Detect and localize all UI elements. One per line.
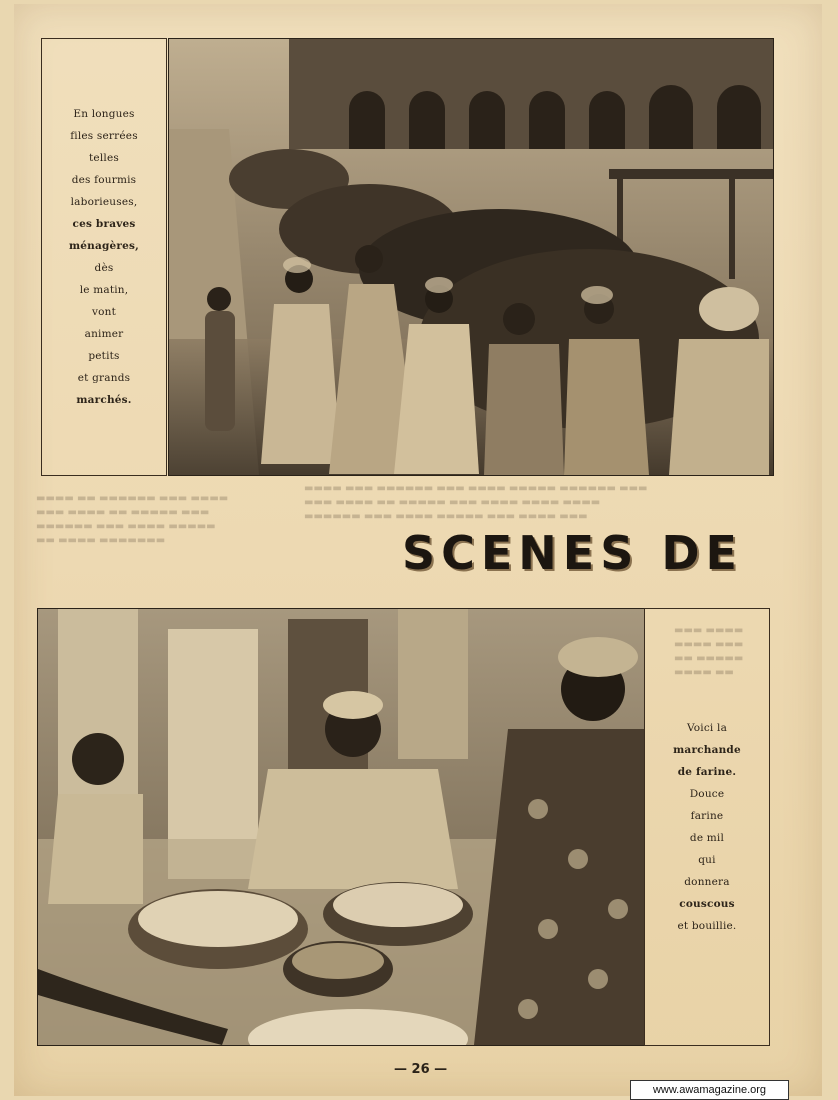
bleed-through-text: ▬▬▬▬ ▬▬▬ ▬▬▬▬▬▬ ▬▬▬ ▬▬▬▬ ▬▬▬▬▬ ▬▬▬▬▬▬ ▬▬▬ ▬▬▬ ▬▬▬▬ ▬▬ ▬▬▬▬▬ ▬▬▬ ▬▬▬▬ ▬▬▬▬ ▬▬▬▬ ▬▬▬▬▬▬ ▬▬▬ ▬▬▬▬ ▬▬▬▬▬ ▬▬▬ ▬▬▬▬ ▬▬▬ — [304, 483, 648, 522]
top-caption-text — [69, 103, 139, 411]
caption-line: vont — [91, 306, 117, 318]
caption-line: laborieuses, — [70, 196, 138, 208]
caption-line: couscous — [679, 898, 735, 910]
caption-line: qui — [698, 854, 716, 866]
article-title: SCENES DE — [402, 526, 743, 580]
top-caption-box — [41, 38, 167, 476]
caption-line: et grands — [77, 372, 131, 384]
caption-line: ces braves — [72, 218, 136, 230]
caption-line: le matin, — [79, 284, 129, 296]
caption-line: animer — [84, 328, 124, 340]
caption-line: des fourmis — [71, 174, 137, 186]
bleed-through-text: ▬▬▬▬ ▬▬ ▬▬▬▬▬▬ ▬▬▬ ▬▬▬▬ ▬▬▬ ▬▬▬▬ ▬▬ ▬▬▬▬▬ ▬▬▬ ▬▬▬▬▬▬ ▬▬▬ ▬▬▬▬ ▬▬▬▬▬ ▬▬ ▬▬▬▬ ▬▬▬▬▬▬▬ — [36, 493, 229, 546]
market-crowd-photo — [168, 38, 774, 476]
caption-line: de mil — [689, 832, 725, 844]
caption-line: et bouillie. — [677, 920, 737, 932]
caption-line: Douce — [689, 788, 725, 800]
magazine-page — [14, 4, 822, 1096]
bottom-caption-box — [644, 608, 770, 1046]
caption-line: En longues — [73, 108, 135, 120]
market-crowd-illustration — [169, 39, 773, 475]
flour-vendor-photo — [37, 608, 645, 1046]
caption-line: Voici la — [686, 722, 728, 734]
caption-line: dès — [94, 262, 114, 274]
flour-vendor-illustration — [38, 609, 644, 1045]
bleed-through-text: ▬▬▬ ▬▬▬▬ ▬▬▬▬ ▬▬▬ ▬▬ ▬▬▬▬▬ ▬▬▬▬ ▬▬ — [674, 625, 744, 678]
caption-line: ménagères, — [68, 240, 140, 252]
caption-line: files serrées — [70, 130, 138, 142]
caption-line: petits — [88, 350, 120, 362]
caption-line: farine — [690, 810, 724, 822]
bottom-caption-text — [673, 717, 741, 937]
caption-line: marchés. — [76, 394, 132, 406]
caption-line: de farine. — [677, 766, 737, 778]
caption-line: donnera — [684, 876, 730, 888]
website-watermark[interactable]: www.awamagazine.org — [630, 1080, 789, 1100]
caption-line: marchande — [673, 744, 741, 756]
page-number: — 26 — — [394, 1062, 448, 1077]
caption-line: telles — [89, 152, 119, 164]
